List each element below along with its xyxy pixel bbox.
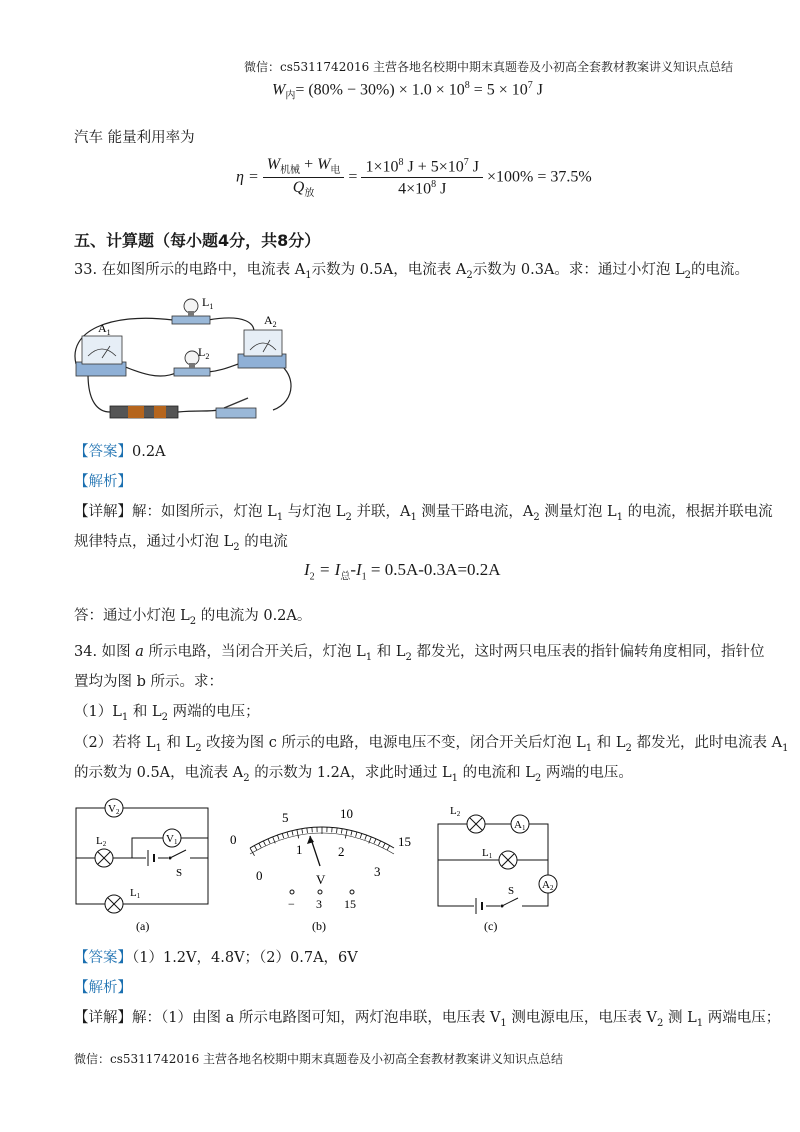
dial-tick [254,846,256,850]
top-tick-10: 10 [340,806,353,821]
work-equation: $W_内= (80\% - 30\%) \times 1.0 \times 10^8 = 5 \times 10^7$ J [272,80,544,102]
dial-tick [259,843,261,847]
label-a2: $A_2$ [264,313,277,329]
top-tick-15: 15 [398,834,411,849]
label-l1: $L_1$ [202,295,214,311]
efficiency-equation: η = $\frac{W_{机械} + W_电}{Q_放}$ = $\frac{1\times 10^8 J + 5\times 10^7 J}{4\times 10^8 J}$ ×100% = 37.5% [236,156,592,200]
dial-tick [268,839,270,844]
q34-subquestion-2-line-1: （2）若将 $L_1$ 和 $L_2$ 改接为图 c 所示的电路，电源电压不变，闭合开关后灯泡 $L_1$ 和 $L_2$ 都发光，此时电流表 $A_1$ [74,735,789,754]
dial-tick [351,831,352,836]
dial-tick [365,835,367,840]
top-tick-0: 0 [230,832,237,847]
label-s: S [176,867,183,879]
bottom-tick-0: 0 [256,868,263,883]
q33-answer: 【答案】0.2A [74,444,166,460]
q34-analysis-tag: 【解析】 [74,980,132,996]
dial-tick [387,846,389,850]
dial-tick [297,830,299,839]
q34-answer: 【答案】（1）1.2V，4.8V；（2）0.7A，6V [74,950,358,966]
dial-tick [282,833,284,838]
dial-tick [263,841,265,846]
dial-tick [287,832,288,837]
switch-icon [216,398,256,418]
dial-tick [292,831,293,836]
battery-icon [146,850,158,866]
dial-tick [345,830,347,839]
caption-a: (a) [136,919,150,933]
label-l1: L1 [130,887,141,900]
q33-current-equation: $I_2 = I_总-I_1 = 0.5A-0.3A=0.2A$ [304,560,501,583]
label-l2: L2 [450,805,461,818]
dial-tick [341,829,342,834]
lamp-l1-icon [105,895,123,913]
efficiency-fraction-1: $\frac{W_{机械} + W_电}{Q_放}$ [263,156,345,199]
label-v1: V1 [166,833,178,846]
dial-tick [383,843,385,847]
caption-c: (c) [484,919,498,933]
label-a1: $A_1$ [98,321,111,337]
label-l2: L2 [96,835,107,848]
q33-detail-line-1: 【详解】解：如图所示，灯泡 $L_1$ 与灯泡 $L_2$ 并联，$A_1$ 测量干路电流，$A_2$ 测量灯泡 $L_1$ 的电流，根据并联电流 [74,504,773,523]
q33-conclusion: 答：通过小灯泡 $L_2$ 的电流为 0.2A。 [74,608,312,627]
q33-circuit-figure [68,292,300,434]
dial-tick [337,828,338,833]
label-l2: $L_2$ [198,345,210,361]
bottom-tick-2: 2 [338,844,345,859]
q34-subquestion-2-line-2: 的示数为 0.5A，电流表 $A_2$ 的示数为 1.2A，求此时通过 $L_1$ 的电流和 $L_2$ 两端的电压。 [74,765,633,784]
label-v2: V2 [108,803,120,816]
q33-stem: 33. 在如图所示的电路中，电流表 $A_1$示数为 0.5A，电流表 $A_2$示数为 0.3A。求：通过小灯泡 $L_2$的电流。 [74,262,750,281]
label-s: S [508,885,515,897]
page-header: 微信：cs5311742016 主营各地名校期中期末真题卷及小初高全套教材教案讲义知识点总结 [244,60,734,74]
dial-ticks [250,827,394,856]
q34-figure-b [222,796,422,936]
car-efficiency-line: 汽车 能量利用率为 [74,130,195,146]
dial-tick [307,828,308,833]
label-a1: A1 [514,819,526,832]
dial-tick [374,839,376,844]
ammeter-a1-icon [76,336,126,376]
efficiency-fraction-2: $\frac{1\times 10^8 J + 5\times 10^7 J}{4\times 10^8 J}$ [361,157,483,199]
dial-tick [378,841,380,846]
dial-tick [356,832,357,837]
ammeter-a2-icon [238,330,286,368]
q34-detail-line-1: 【详解】解：（1）由图 a 所示电路图可知，两灯泡串联，电压表 $V_1$ 测电源电压，电压表 $V_2$ 测 $L_1$ 两端电压； [74,1010,781,1029]
q34-figure-c [428,796,568,936]
bottom-tick-1: 1 [296,842,303,857]
lamp-l2-icon [95,849,113,867]
caption-b: (b) [312,919,326,933]
lamp-l1-icon [499,851,517,869]
terminal-minus: − [288,897,295,911]
switch-icon [500,898,522,910]
dial-tick [277,835,279,840]
dial-unit: V [316,872,326,887]
q34-stem-line-1: 34. 如图 a 所示电路，当闭合开关后，灯泡 $L_1$ 和 $L_2$ 都发光，这时两只电压表的指针偏转角度相同，指针位 [74,644,765,663]
label-l1: L1 [482,847,493,860]
q33-detail-line-2: 规律特点，通过小灯泡 $L_2$ 的电流 [74,534,288,553]
lamp-l2-icon [467,815,485,833]
dial-tick [360,833,362,838]
terminal-3: 3 [316,897,322,911]
q34-stem-line-2: 置均为图 b 所示。求： [74,674,223,690]
battery-icon [110,406,178,418]
terminal-15: 15 [344,897,356,911]
q34-figure-a [68,796,218,936]
label-a2: A2 [542,879,554,892]
q33-analysis-tag: 【解析】 [74,474,132,490]
top-tick-5: 5 [282,810,289,825]
switch-icon [168,850,190,862]
dial-tick [302,829,303,834]
battery-icon [474,898,486,914]
page-footer: 微信：cs5311742016 主营各地名校期中期末真题卷及小初高全套教材教案讲义知识点总结 [74,1052,564,1066]
bottom-tick-3: 3 [374,864,381,879]
q34-subquestion-1: $(1)L_1$ 和 $L_2$ 两端的电压； [74,704,260,723]
section-title: 五、计算题（每小题4分，共8分） [74,231,321,250]
